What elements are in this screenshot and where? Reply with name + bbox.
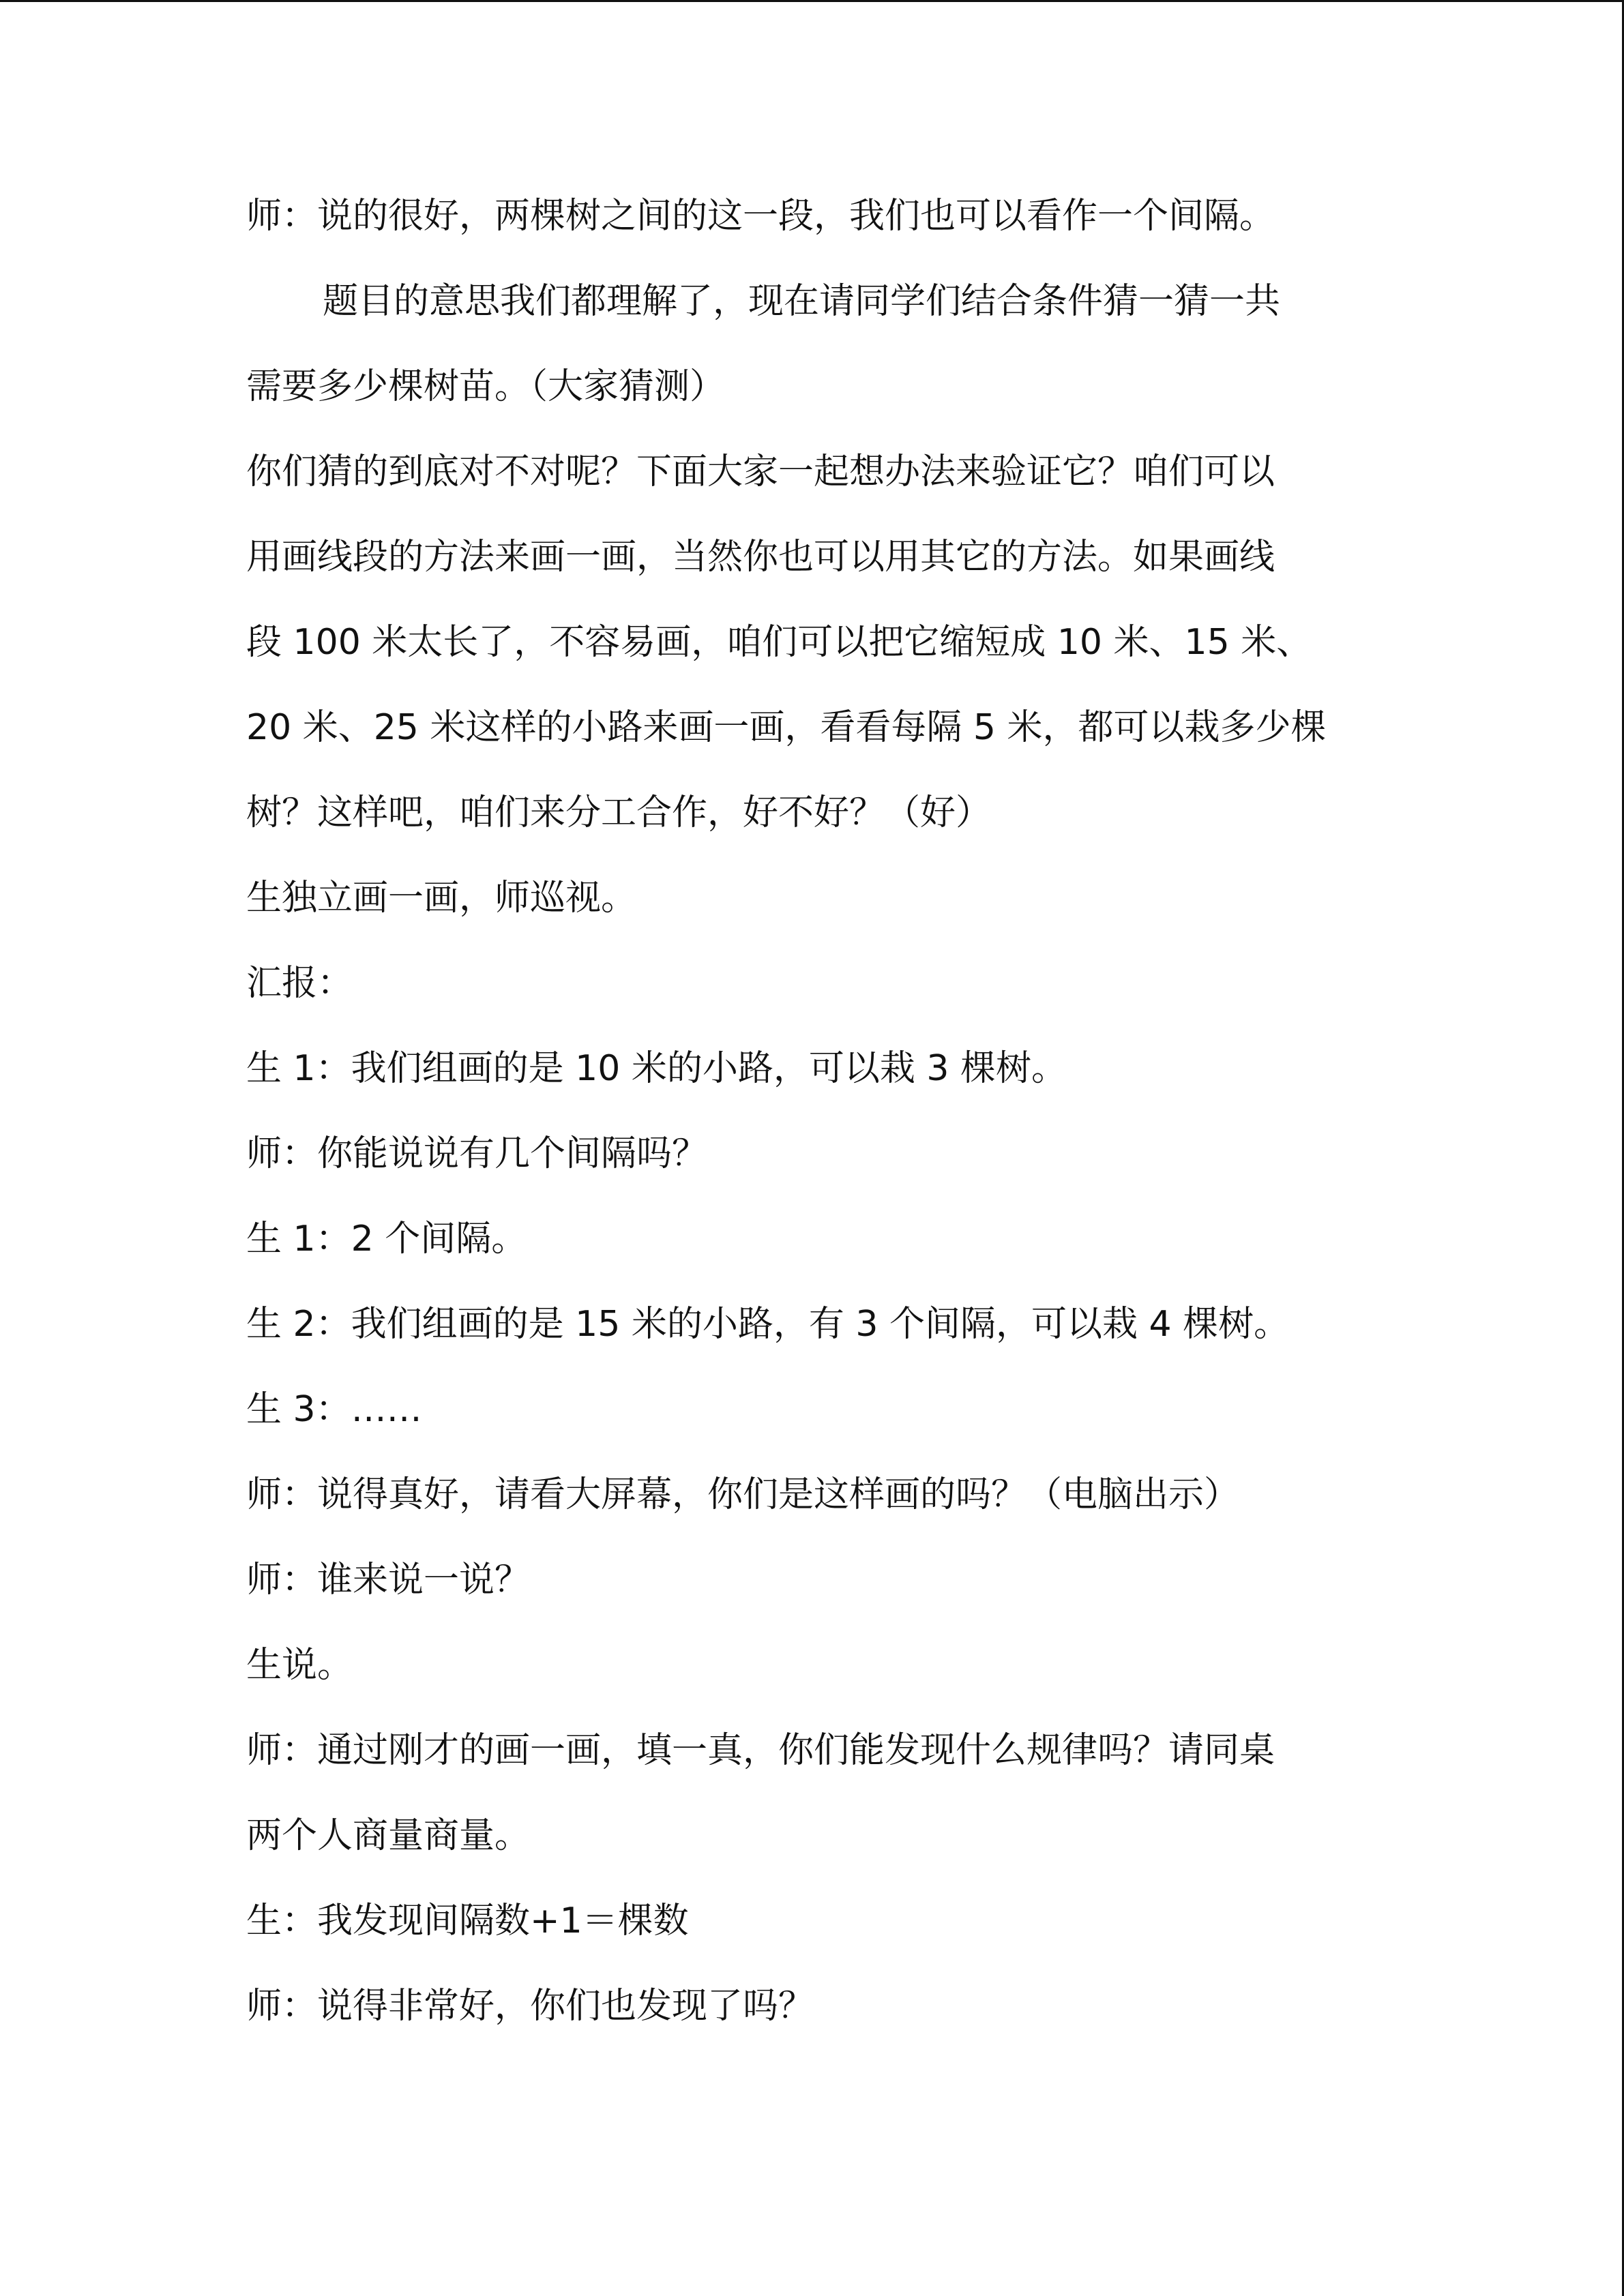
text-line: 题目的意思我们都理解了，现在请同学们结合条件猜一猜一共 <box>323 281 1281 322</box>
text-line: 生 1：2 个间隔。 <box>246 1219 527 1259</box>
text-line: 师：你能说说有几个间隔吗？ <box>246 1133 708 1174</box>
text-line: 段 100 米太长了，不容易画，咱们可以把它缩短成 10 米、15 米、 <box>246 622 1312 663</box>
document-body <box>246 174 1392 2049</box>
text-line: 两个人商量商量。 <box>246 1815 531 1856</box>
text-line: 汇报： <box>246 963 353 1004</box>
text-line: 树？这样吧，咱们来分工合作，好不好？（好） <box>246 792 992 833</box>
text-line: 需要多少棵树苗。（大家猜测） <box>246 366 726 407</box>
text-line: 师：说得真好，请看大屏幕，你们是这样画的吗？（电脑出示） <box>246 1474 1240 1515</box>
text-line: 师：说得非常好，你们也发现了吗？ <box>246 1986 814 2027</box>
text-line: 生 3：…… <box>246 1389 422 1430</box>
text-line: 用画线段的方法来画一画，当然你也可以用其它的方法。如果画线 <box>246 537 1275 578</box>
text-line: 生 1：我们组画的是 10 米的小路，可以栽 3 棵树。 <box>246 1048 1067 1089</box>
text-line: 师：通过刚才的画一画，填一真，你们能发现什么规律吗？请同桌 <box>246 1730 1275 1771</box>
text-line: 师：谁来说一说？ <box>246 1560 531 1600</box>
text-line: 生：我发现间隔数+1＝棵数 <box>246 1900 689 1941</box>
text-line: 20 米、25 米这样的小路来画一画，看看每隔 5 米，都可以栽多少棵 <box>246 707 1327 748</box>
text-line: 生说。 <box>246 1645 353 1686</box>
text-line: 生独立画一画，师巡视。 <box>246 878 637 919</box>
text-line: 你们猜的到底对不对呢？下面大家一起想办法来验证它？咱们可以 <box>246 451 1275 492</box>
text-line: 生 2：我们组画的是 15 米的小路，有 3 个间隔，可以栽 4 棵树。 <box>246 1304 1290 1345</box>
text-line: 师：说的很好，两棵树之间的这一段，我们也可以看作一个间隔。 <box>246 196 1275 237</box>
